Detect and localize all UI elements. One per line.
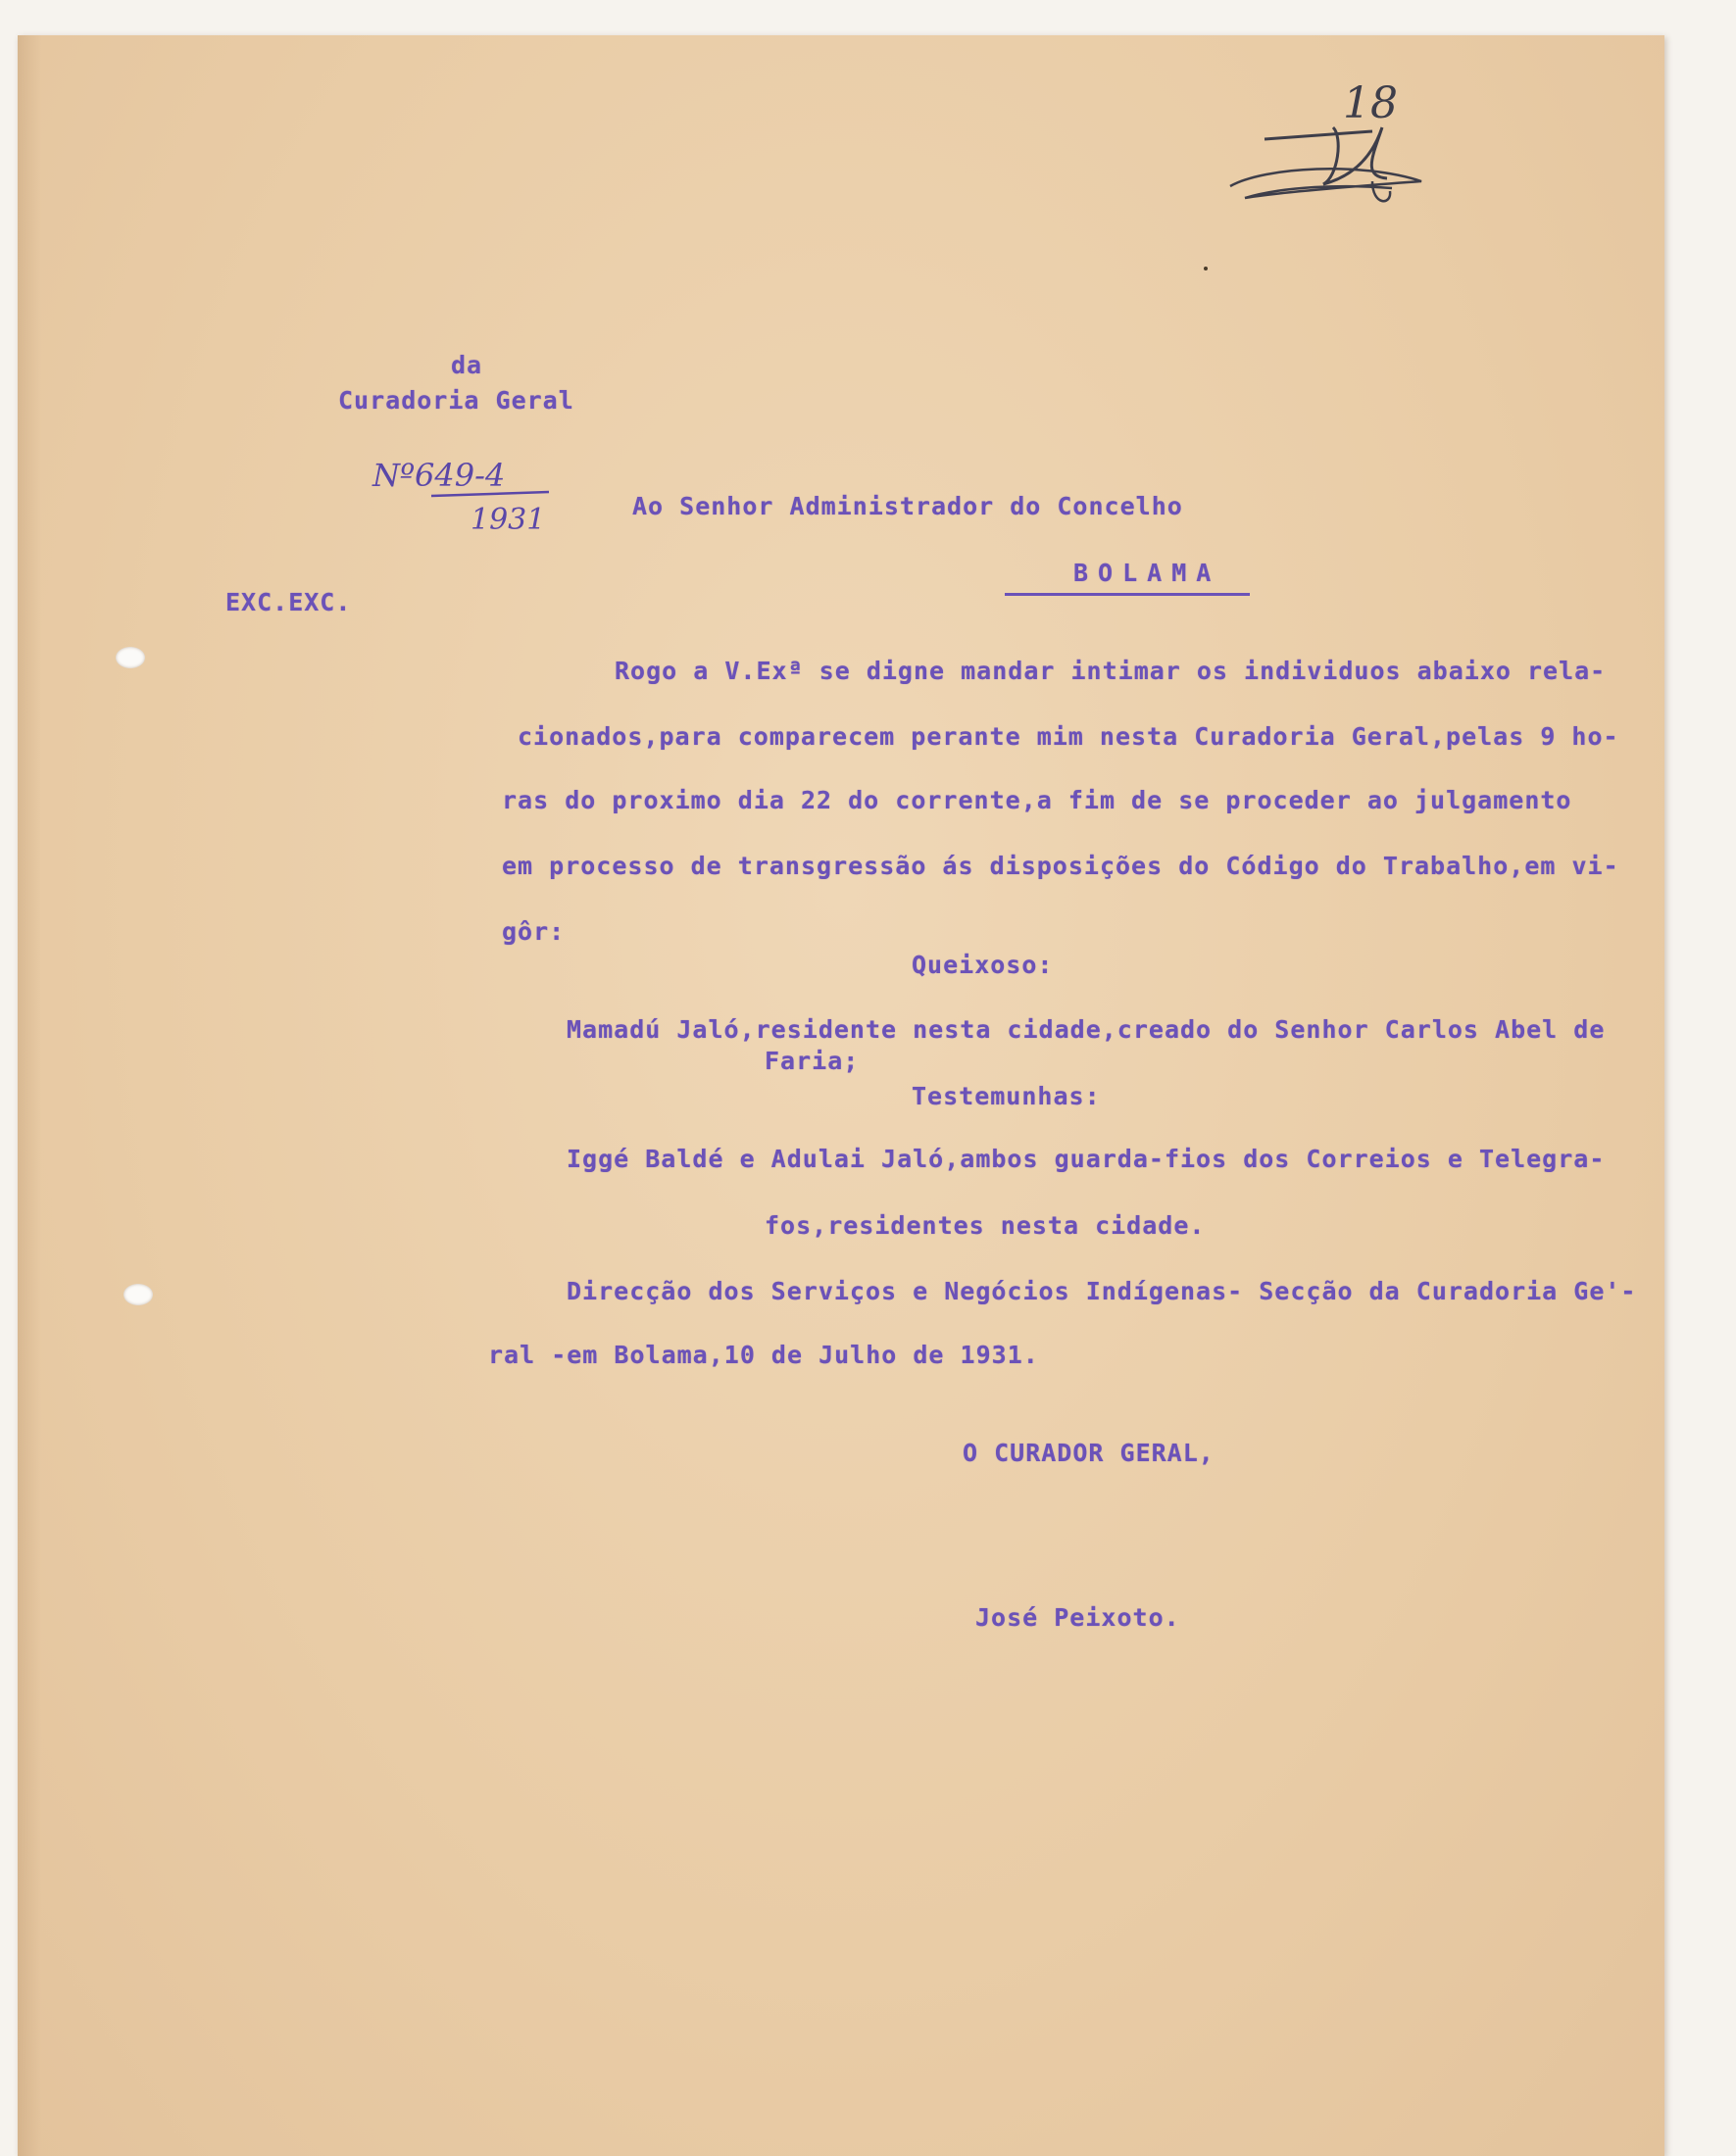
- body-line-5: gôr:: [502, 917, 566, 946]
- addressee-city: BOLAMA: [1005, 559, 1250, 596]
- header-curadoria-geral: Curadoria Geral: [338, 386, 574, 415]
- paper-speck: [1204, 267, 1208, 270]
- header-line-da: da: [451, 351, 483, 379]
- witnesses-label: Testemunhas:: [912, 1082, 1101, 1110]
- folio-pencil-mark: [1225, 69, 1451, 216]
- body-line-2: cionados,para comparecem perante mim nesta Curadoria Geral,pelas 9 ho-: [518, 722, 1619, 751]
- closing-line-1: Direcção dos Serviços e Negócios Indígenas- Secção da Curadoria Ge'-: [567, 1277, 1637, 1305]
- body-line-3: ras do proximo dia 22 do corrente,a fim de se proceder ao julgamento: [502, 786, 1572, 814]
- registration-handwritten: [372, 453, 588, 541]
- witnesses-line-2: fos,residentes nesta cidade.: [765, 1211, 1206, 1240]
- signature-name: José Peixoto.: [975, 1603, 1180, 1632]
- complainant-line-1: Mamadú Jaló,residente nesta cidade,creado do Senhor Carlos Abel de: [567, 1015, 1606, 1044]
- complainant-label: Queixoso:: [912, 951, 1054, 979]
- document-page: [18, 35, 1664, 2156]
- registration-number: Nº649-4: [372, 457, 506, 494]
- folio-number: 18: [1343, 78, 1398, 128]
- salutation: EXC.EXC.: [225, 588, 352, 616]
- closing-line-2: ral -em Bolama,10 de Julho de 1931.: [488, 1341, 1039, 1369]
- complainant-line-2: Faria;: [765, 1047, 860, 1075]
- signature-title: O CURADOR GERAL,: [963, 1439, 1215, 1467]
- registration-year: 1931: [471, 503, 546, 537]
- body-line-1: Rogo a V.Exª se digne mandar intimar os individuos abaixo rela-: [615, 657, 1607, 685]
- body-line-4: em processo de transgressão ás disposições do Código do Trabalho,em vi-: [502, 852, 1619, 880]
- addressee-line: Ao Senhor Administrador do Concelho: [632, 492, 1183, 520]
- witnesses-line-1: Iggé Baldé e Adulai Jaló,ambos guarda-fios dos Correios e Telegra-: [567, 1145, 1606, 1173]
- punch-hole-bottom: [124, 1284, 153, 1305]
- punch-hole-top: [116, 647, 145, 668]
